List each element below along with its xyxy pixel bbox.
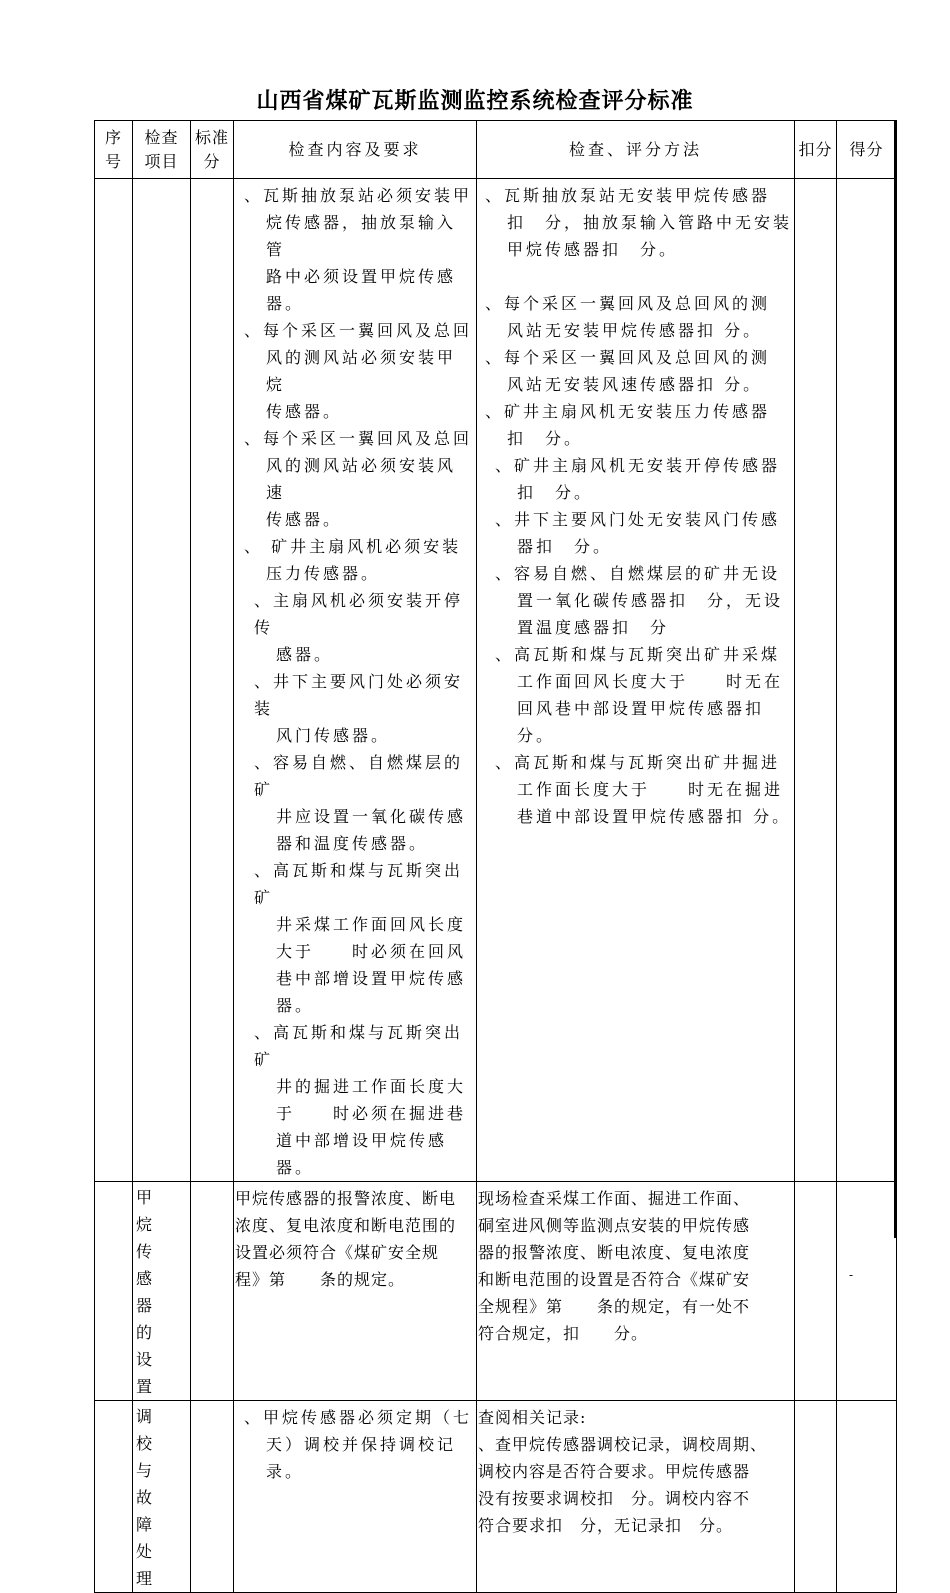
table-header-row — [95, 121, 897, 179]
seq-cell — [95, 1401, 133, 1593]
content-cell: 、甲烷传感器必须定期（七 天）调校并保持调校记录。 — [234, 1401, 477, 1593]
method-item: 、高瓦斯和煤与瓦斯突出矿井掘进 工作面长度大于 时无在掘进 巷道中部设置甲烷传感器扣 分。 — [495, 753, 792, 826]
page-title: 山西省煤矿瓦斯监测监控系统检查评分标准 — [256, 88, 694, 114]
seq-cell — [95, 1182, 133, 1401]
header-content: 检查内容及要求 — [234, 121, 477, 179]
method-item: 、矿井主扇风机无安装压力传感器 扣 分。 — [485, 402, 771, 448]
requirement-item: 、井下主要风门处必须安装 风门传感器。 — [254, 672, 464, 745]
table-row — [95, 1401, 897, 1593]
method-item: 、容易自燃、自燃煤层的矿井无设 置一氧化碳传感器扣 分，无设 置温度感器扣 分 — [495, 564, 784, 637]
requirement-item: 、高瓦斯和煤与瓦斯突出矿 井的掘进工作面长度大 于 时必须在掘进巷 道中部增设甲烷传感器。 — [254, 1023, 467, 1177]
header-item: 检查 项目 — [133, 121, 191, 179]
table-right-border — [894, 120, 897, 1238]
requirement-item: 、每个采区一翼回风及总回 风的测风站必须安装甲烷 传感器。 — [244, 321, 473, 421]
header-score: 得分 — [837, 121, 897, 179]
header-std-score: 标准 分 — [191, 121, 234, 179]
method-item: 、瓦斯抽放泵站无安装甲烷传感器 扣 分，抽放泵输入管路中无安装 甲烷传感器扣 分。 — [485, 186, 793, 259]
method-item: 、每个采区一翼回风及总回风的测 风站无安装甲烷传感器扣 分。 — [485, 294, 771, 340]
content-cell — [234, 179, 477, 1182]
header-seq: 序 号 — [95, 121, 133, 179]
header-method: 检查、评分方法 — [477, 121, 795, 179]
method-cell: 现场检查采煤工作面、掘进工作面、 硐室进风侧等监测点安装的甲烷传感 器的报警浓度、断电浓度、复电浓度 和断电范围的设置是否符合《煤矿安 全规程》第 条的规定，有一处不 符合规定，扣 分。 — [477, 1182, 795, 1401]
method-item: 、每个采区一翼回风及总回风的测 风站无安装风速传感器扣 分。 — [485, 348, 771, 394]
item-cell: 甲 烷 传 感 器 的 设置 — [133, 1182, 191, 1401]
method-cell: 查阅相关记录: 、查甲烷传感器调校记录，调校周期、 调校内容是否符合要求。甲烷传感器 没有按要求调校扣 分。调校内容不 符合要求扣 分，无记录扣 分。 — [477, 1401, 795, 1593]
std-cell — [191, 1182, 234, 1401]
requirement-item: 、高瓦斯和煤与瓦斯突出矿 井采煤工作面回风长度 大于 时必须在回风 巷中部增设置甲烷传感 器。 — [254, 861, 467, 1015]
requirement-item: 、瓦斯抽放泵站必须安装甲 烷传感器，抽放泵输入管 路中必须设置甲烷传感 器。 — [244, 186, 473, 313]
table-row — [95, 1182, 897, 1401]
std-cell — [191, 1401, 234, 1593]
score-cell — [837, 1182, 897, 1401]
item-cell — [133, 179, 191, 1182]
requirement-item: 、容易自燃、自燃煤层的矿 井应设置一氧化碳传感 器和温度传感器。 — [254, 753, 467, 853]
item-cell: 调 校 与 故 障 处 理 — [133, 1401, 191, 1593]
deduct-cell — [795, 1401, 837, 1593]
header-deduct: 扣分 — [795, 121, 837, 179]
scoring-table — [94, 120, 897, 1593]
std-cell — [191, 179, 234, 1182]
requirement-item: 、 矿井主扇风机必须安装 压力传感器。 — [244, 537, 462, 583]
deduct-cell — [795, 1182, 837, 1401]
requirement-item: 、每个采区一翼回风及总回 风的测风站必须安装风速 传感器。 — [244, 429, 473, 529]
page-number: - — [849, 1268, 854, 1282]
method-item: 、井下主要风门处无安装风门传感 器扣 分。 — [495, 510, 781, 556]
seq-cell — [95, 179, 133, 1182]
score-cell — [837, 1401, 897, 1593]
deduct-cell — [795, 179, 837, 1182]
method-cell — [477, 179, 795, 1182]
score-cell — [837, 179, 897, 1182]
method-item: 、高瓦斯和煤与瓦斯突出矿井采煤 工作面回风长度大于 时无在 回风巷中部设置甲烷传感器扣 分。 — [495, 645, 784, 745]
content-cell: 甲烷传感器的报警浓度、断电 浓度、复电浓度和断电范围的 设置必须符合《煤矿安全规 程》第 条的规定。 — [234, 1182, 477, 1401]
table-row — [95, 179, 897, 1182]
requirement-item: 、主扇风机必须安装开停传 感器。 — [254, 591, 464, 664]
method-item: 、矿井主扇风机无安装开停传感器 扣 分。 — [495, 456, 781, 502]
